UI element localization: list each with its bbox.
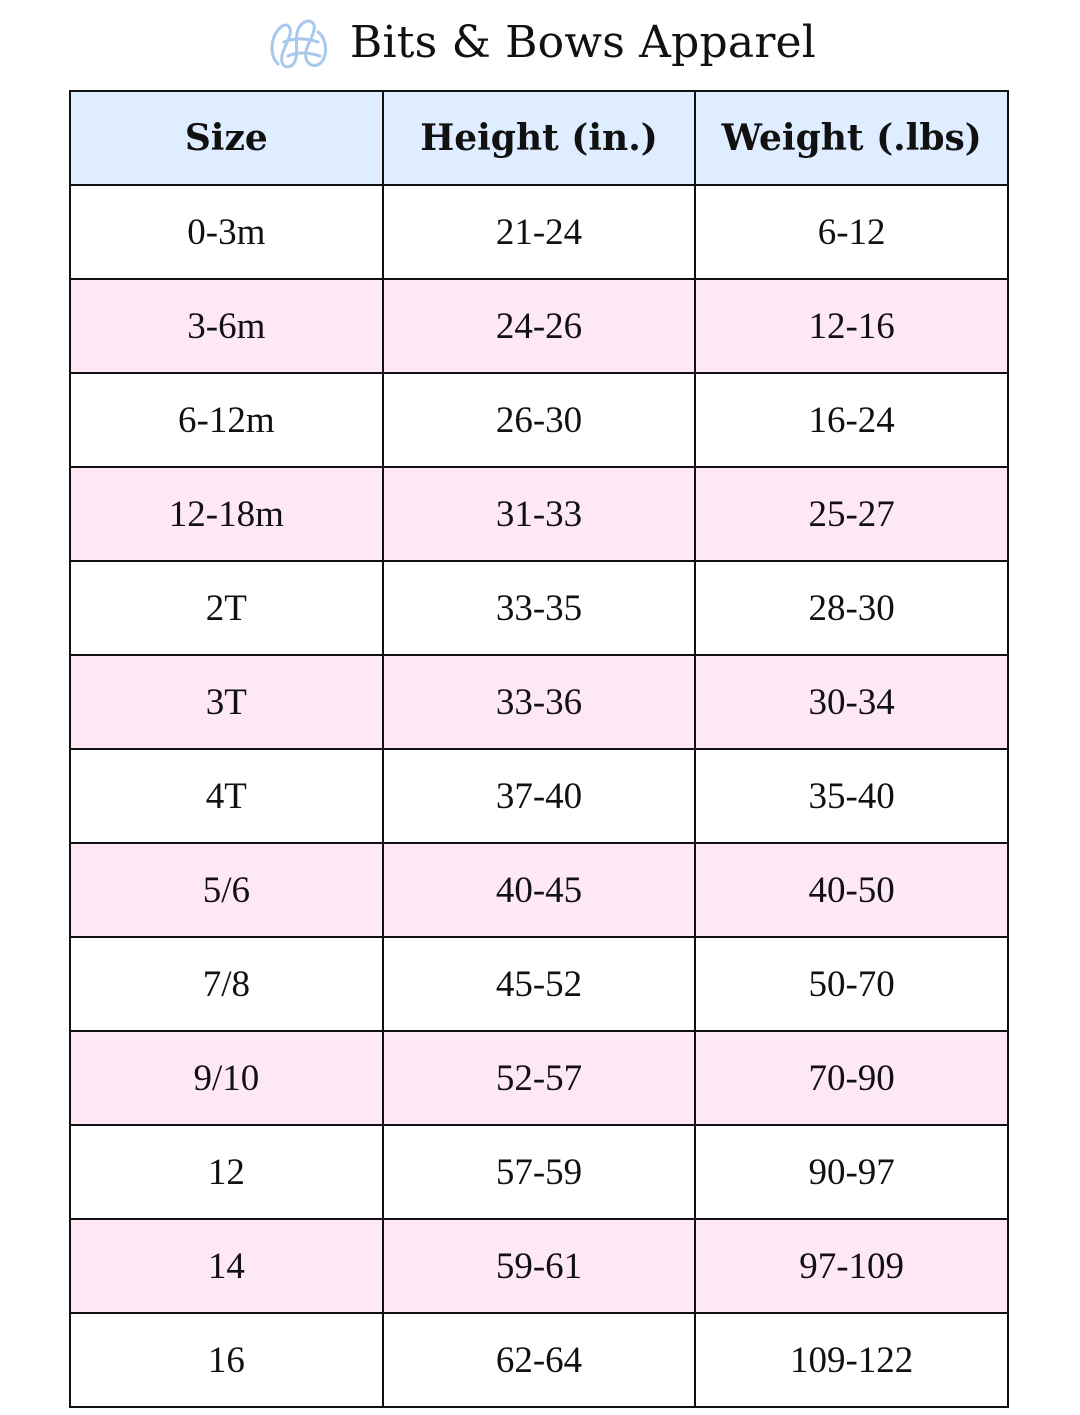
height-cell: 59-61 [383, 1219, 696, 1313]
size-cell: 9/10 [70, 1031, 383, 1125]
weight-cell: 90-97 [695, 1125, 1008, 1219]
size-cell: 14 [70, 1219, 383, 1313]
height-cell: 57-59 [383, 1125, 696, 1219]
table-row [70, 373, 1008, 467]
header-weight: Weight (.lbs) [695, 91, 1008, 185]
size-cell: 0-3m [70, 185, 383, 279]
table-row [70, 749, 1008, 843]
height-cell: 52-57 [383, 1031, 696, 1125]
table-row [70, 843, 1008, 937]
height-cell: 37-40 [383, 749, 696, 843]
height-cell: 62-64 [383, 1313, 696, 1407]
weight-cell: 16-24 [695, 373, 1008, 467]
weight-cell: 70-90 [695, 1031, 1008, 1125]
table-row [70, 467, 1008, 561]
weight-cell: 25-27 [695, 467, 1008, 561]
size-cell: 4T [70, 749, 383, 843]
weight-cell: 12-16 [695, 279, 1008, 373]
weight-cell: 30-34 [695, 655, 1008, 749]
table-header-row [70, 91, 1008, 185]
height-cell: 45-52 [383, 937, 696, 1031]
table-row [70, 279, 1008, 373]
height-cell: 33-35 [383, 561, 696, 655]
weight-cell: 6-12 [695, 185, 1008, 279]
size-cell: 6-12m [70, 373, 383, 467]
size-chart-table [69, 90, 1009, 1408]
table-row [70, 1031, 1008, 1125]
height-cell: 26-30 [383, 373, 696, 467]
height-cell: 31-33 [383, 467, 696, 561]
header-size: Size [70, 91, 383, 185]
table-row [70, 185, 1008, 279]
table-row [70, 1313, 1008, 1407]
height-cell: 33-36 [383, 655, 696, 749]
height-cell: 24-26 [383, 279, 696, 373]
height-cell: 21-24 [383, 185, 696, 279]
weight-cell: 28-30 [695, 561, 1008, 655]
weight-cell: 40-50 [695, 843, 1008, 937]
size-cell: 3-6m [70, 279, 383, 373]
size-cell: 7/8 [70, 937, 383, 1031]
table-row [70, 561, 1008, 655]
size-cell: 16 [70, 1313, 383, 1407]
table-row [70, 937, 1008, 1031]
table-row [70, 655, 1008, 749]
table-row [70, 1125, 1008, 1219]
brand-header [0, 8, 1080, 78]
weight-cell: 35-40 [695, 749, 1008, 843]
weight-cell: 97-109 [695, 1219, 1008, 1313]
size-cell: 12-18m [70, 467, 383, 561]
size-cell: 12 [70, 1125, 383, 1219]
size-cell: 3T [70, 655, 383, 749]
bow-monogram-icon [264, 12, 336, 74]
weight-cell: 109-122 [695, 1313, 1008, 1407]
height-cell: 40-45 [383, 843, 696, 937]
size-cell: 2T [70, 561, 383, 655]
header-height: Height (in.) [383, 91, 696, 185]
table-row [70, 1219, 1008, 1313]
brand-name: Bits & Bows Apparel [349, 17, 817, 68]
weight-cell: 50-70 [695, 937, 1008, 1031]
size-cell: 5/6 [70, 843, 383, 937]
